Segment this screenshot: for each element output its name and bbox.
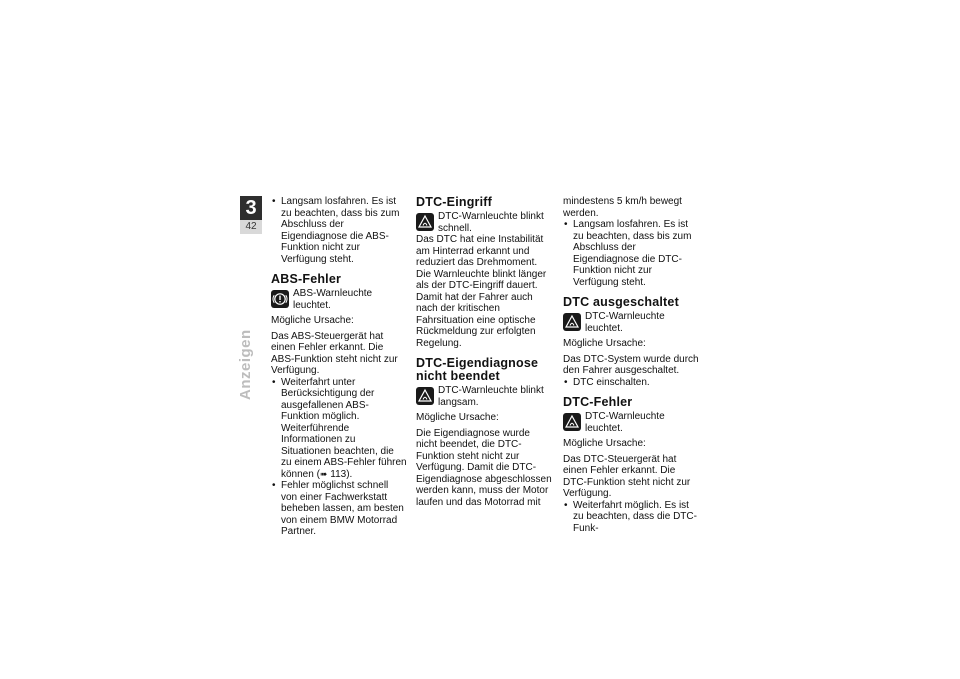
bullet-list [563,219,699,288]
warning-indicator [416,385,552,408]
list-item: • Fehler möglichst schnell von einer Fachwerkstatt beheben lassen, am besten von einem BMW Motorrad Partner. [271,480,407,538]
list-item: • Langsam losfahren. Es ist zu beachten, dass bis zum Abschluss der Eigendiagnose die DTC-Funktion nicht zur Verfügung steht. [563,219,699,288]
heading-dtc-error: DTC-Fehler [563,395,633,409]
warning-indicator [563,311,699,334]
chapter-marker [240,196,262,234]
list-item: • Langsam losfahren. Es ist zu beachten, dass bis zum Abschluss der Eigendiagnose die ABS-Funktion nicht zur Verfügung steht. [271,196,407,265]
column-3 [563,196,699,534]
heading-dtc-off: DTC ausgeschaltet [563,295,679,309]
heading-abs-error: ABS-Fehler [271,272,342,286]
chapter-number: 3 [240,196,262,220]
page-number: 42 [240,220,262,234]
heading-dtc-selfdiag: DTC-Eigendiagnose nicht beendet [416,356,539,383]
indicator-text: DTC-Warnleuchte leuchtet. [585,311,665,334]
dtc-warning-light-icon [416,387,434,405]
dtc-warning-light-icon [563,313,581,331]
body-text: Das DTC hat eine Instabilität am Hinterrad erkannt und reduziert das Drehmoment. Die Warnleuchte blinkt länger als der DTC-Eingriff dauert. Damit hat der Fahrer auch nach der kritischen Fahrsituation eine optische Rückmeldung zur erfolgten Regelung. [416,234,547,349]
section-title-vertical: Anzeigen [237,329,254,400]
list-item: • Weiterfahrt unter Berücksichtigung der ausgefallenen ABS-Funktion möglich. Weiterführende Informationen zu Situationen beachten, die zu einem ABS-Fehler führen können (➠ 113). [271,377,407,481]
page-reference-arrow: ➠ [319,468,328,479]
cause-label: Mögliche Ursache: [271,315,354,326]
indicator-text: ABS-Warnleuchte leuchtet. [293,288,373,311]
dtc-warning-light-icon [563,413,581,431]
column-1 [271,196,407,538]
bullet-list [271,196,407,265]
continuation-text: mindestens 5 km/h bewegt werden. [563,196,682,219]
list-item: • Weiterfahrt möglich. Es ist zu beachten, dass die DTC-Funk- [563,500,699,535]
cause-label: Mögliche Ursache: [563,438,646,449]
dtc-warning-light-icon [416,213,434,231]
cause-text: Das DTC-Steuergerät hat einen Fehler erkannt. Die DTC-Funktion steht nicht zur Verfügung. [563,453,691,499]
page-reference[interactable]: 113 [330,468,347,480]
warning-indicator [563,411,699,434]
cause-text: Das ABS-Steuergerät hat einen Fehler erkannt. Die ABS-Funktion steht nicht zur Verfügung. [271,330,398,376]
cause-text: Das DTC-System wurde durch den Fahrer ausgeschaltet. [563,353,699,376]
cause-text: Die Eigendiagnose wurde nicht beendet, die DTC-Funktion steht nicht zur Verfügung. Damit die DTC-Eigendiagnose abgeschlossen werden kann, muss der Motor laufen und das Motorrad mit [416,427,552,508]
bullet-list [563,500,699,535]
warning-indicator [416,211,552,234]
heading-dtc-intervention: DTC-Eingriff [416,195,492,209]
list-item: • DTC einschalten. [563,377,699,389]
cause-label: Mögliche Ursache: [416,412,499,423]
indicator-text: DTC-Warnleuchte blinkt langsam. [438,385,544,408]
indicator-text: DTC-Warnleuchte blinkt schnell. [438,211,544,234]
warning-indicator [271,288,407,311]
list-item-text: Weiterfahrt unter Berücksichtigung der ausgefallenen ABS-Funktion möglich. Weiterführende Informationen zu Situationen beachten, die zu einem ABS-Fehler führen können [281,376,407,480]
indicator-text: DTC-Warnleuchte leuchtet. [585,411,665,434]
column-2 [416,196,552,508]
bullet-list [271,377,407,538]
bullet-list [563,377,699,389]
abs-warning-light-icon [271,290,289,308]
cause-label: Mögliche Ursache: [563,338,646,349]
